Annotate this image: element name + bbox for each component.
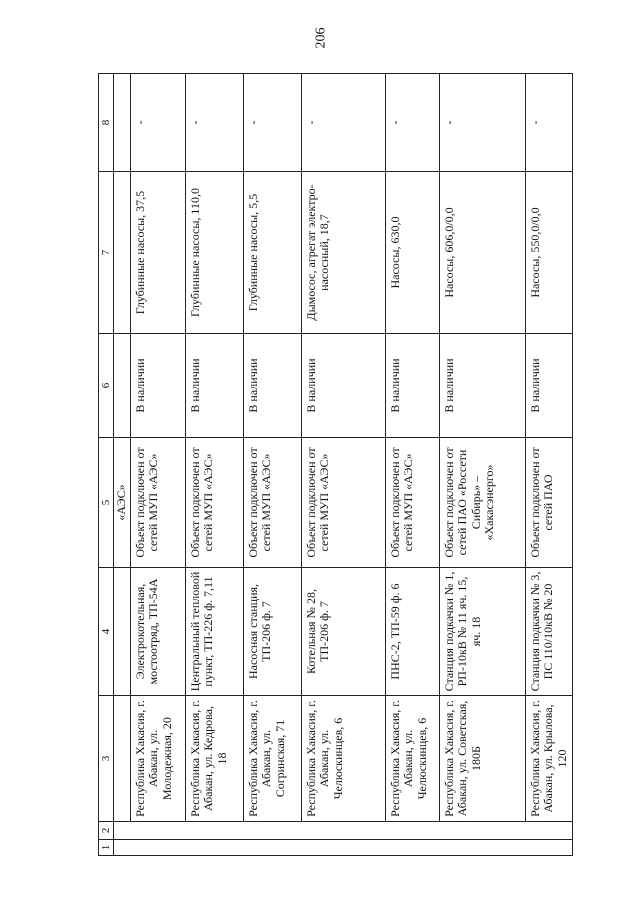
object-cell: Станция подкачки № 1, РП-10кВ № 11 яч. 15, яч. 18: [439, 568, 525, 696]
equipment-cell: Глубинные насосы, 37,5: [130, 172, 185, 334]
continuation-cell: [114, 74, 130, 172]
object-cell: Насосная станция, ТП-206 ф. 7: [243, 568, 301, 696]
address-cell: Республика Хакасия, г. Абакан, ул. Челюскинцев, 6: [301, 696, 385, 822]
note-cell: -: [185, 74, 243, 172]
table-row: [439, 74, 525, 856]
availability-cell: В наличии: [525, 334, 572, 438]
column-number: 3: [99, 696, 114, 822]
object-cell: Электрокотельная, мостоотряд, ТП-54А: [130, 568, 185, 696]
note-cell: -: [439, 74, 525, 172]
equipment-cell: Насосы, 550,0/0,0: [525, 172, 572, 334]
note-cell: -: [130, 74, 185, 172]
page-number-text: 206: [313, 27, 328, 49]
address-cell: Республика Хакасия, г. Абакан, ул. Челюскинцев, 6: [385, 696, 439, 822]
equipment-cell: Насосы, 606,0/0,0: [439, 172, 525, 334]
column-number: 4: [99, 568, 114, 696]
column-number: 7: [99, 172, 114, 334]
note-cell: -: [385, 74, 439, 172]
column-number: 8: [99, 74, 114, 172]
equipment-cell: Дымосос, агрегат электро-насосный, 18,7: [301, 172, 385, 334]
table-row: [385, 74, 439, 856]
column-number: 5: [99, 438, 114, 568]
note-cell: -: [243, 74, 301, 172]
continuation-cell: [114, 334, 130, 438]
object-cell: Центральный тепловой пункт, ТП-226 ф. 7,11: [185, 568, 243, 696]
continuation-connection: «АЭС»: [114, 438, 130, 568]
column-number: 6: [99, 334, 114, 438]
column-number-row: [99, 74, 114, 856]
address-cell: Республика Хакасия, г. Абакан, ул. Крылова, 120: [525, 696, 572, 822]
connection-cell: Объект подключен от сетей ПАО: [525, 438, 572, 568]
table-row: [243, 74, 301, 856]
column-number: 1: [99, 840, 114, 856]
connection-cell: Объект подключен от сетей МУП «АЭС»: [243, 438, 301, 568]
availability-cell: В наличии: [301, 334, 385, 438]
empty-col-2: [114, 822, 573, 840]
availability-cell: В наличии: [243, 334, 301, 438]
data-table: [98, 73, 573, 856]
empty-col-1: [114, 840, 573, 856]
connection-cell: Объект подключен от сетей ПАО «Россети Сибирь» – «Хакасэнерго»: [439, 438, 525, 568]
page-number: [306, 18, 336, 58]
table-row: [130, 74, 185, 856]
continuation-row: [114, 74, 130, 856]
object-cell: Котельная № 28, ТП-206 ф. 7: [301, 568, 385, 696]
connection-cell: Объект подключен от сетей МУП «АЭС»: [185, 438, 243, 568]
table-row: [525, 74, 572, 856]
availability-cell: В наличии: [130, 334, 185, 438]
address-cell: Республика Хакасия, г. Абакан, ул. Молодежная, 20: [130, 696, 185, 822]
equipment-cell: Насосы, 630,0: [385, 172, 439, 334]
note-cell: -: [301, 74, 385, 172]
address-cell: Республика Хакасия, г. Абакан, ул. Согринская, 71: [243, 696, 301, 822]
connection-cell: Объект подключен от сетей МУП «АЭС»: [130, 438, 185, 568]
connection-cell: Объект подключен от сетей МУП «АЭС»: [385, 438, 439, 568]
availability-cell: В наличии: [185, 334, 243, 438]
availability-cell: В наличии: [385, 334, 439, 438]
table-row: [185, 74, 243, 856]
column-number: 2: [99, 822, 114, 840]
object-cell: Станция подкачки № 3, ПС 110/10кВ № 20: [525, 568, 572, 696]
table-row: [301, 74, 385, 856]
equipment-cell: Глубинные насосы, 5,5: [243, 172, 301, 334]
rotated-table-container: [98, 74, 568, 856]
availability-cell: В наличии: [439, 334, 525, 438]
continuation-cell: [114, 696, 130, 822]
equipment-cell: Глубинные насосы, 110,0: [185, 172, 243, 334]
address-cell: Республика Хакасия, г. Абакан, ул. Кедрова, 18: [185, 696, 243, 822]
connection-cell: Объект подключен от сетей МУП «АЭС»: [301, 438, 385, 568]
object-cell: ПНС-2, ТП-59 ф. 6: [385, 568, 439, 696]
address-cell: Республика Хакасия, г. Абакан, ул. Советская, 180Б: [439, 696, 525, 822]
continuation-cell: [114, 568, 130, 696]
continuation-cell: [114, 172, 130, 334]
note-cell: -: [525, 74, 572, 172]
